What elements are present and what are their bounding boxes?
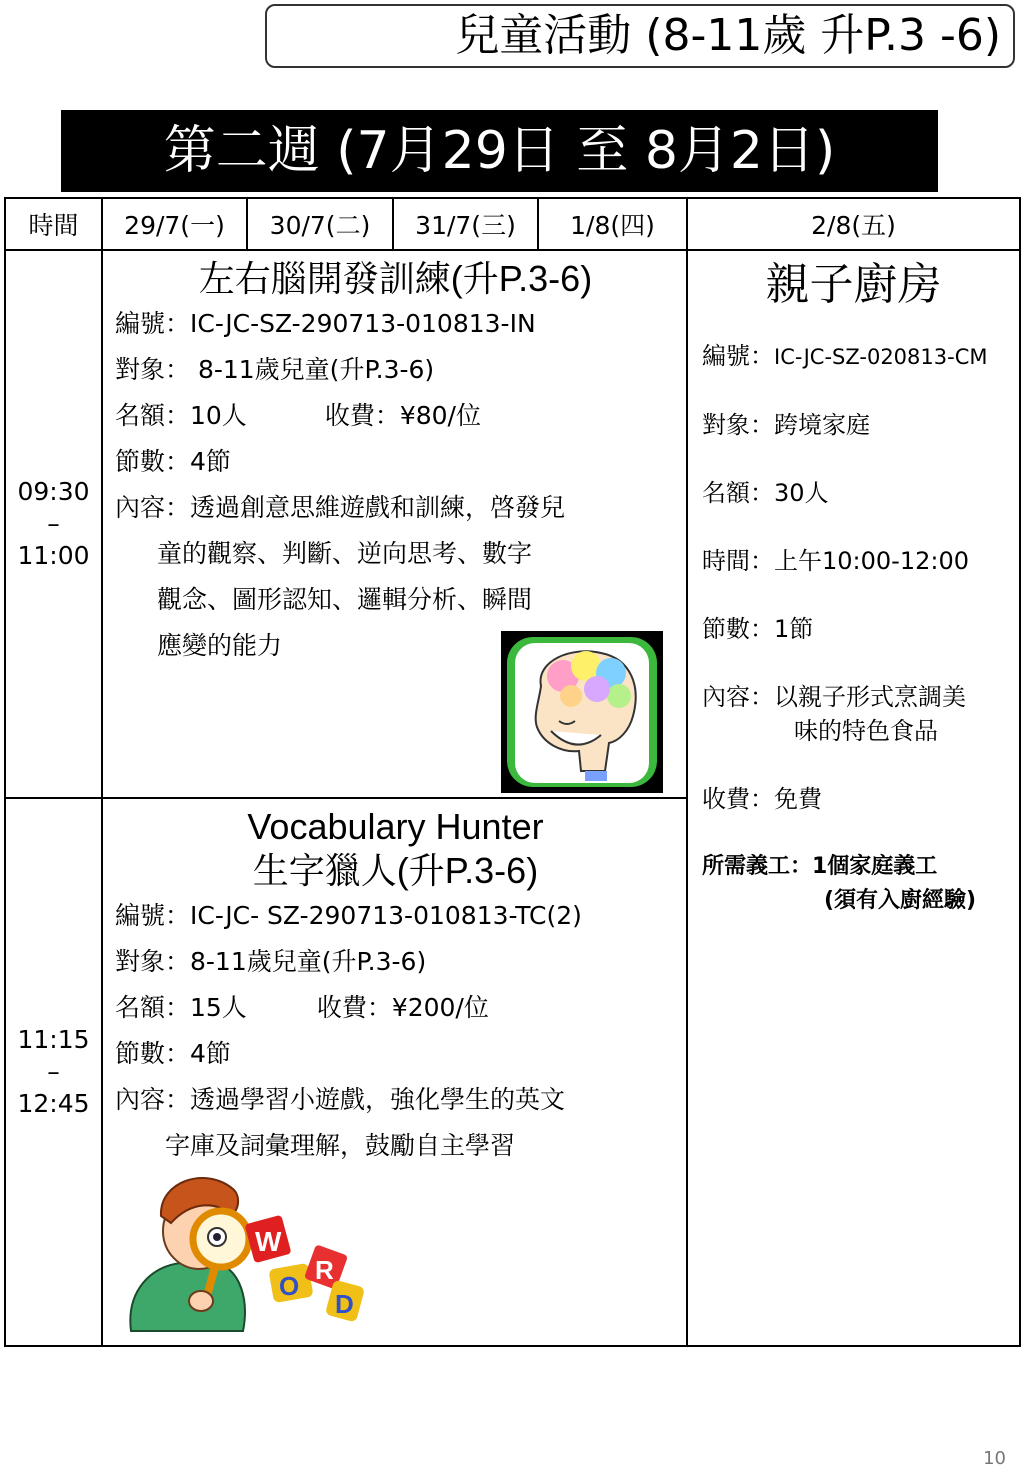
parent-content-1: 以親子形式烹調美	[774, 683, 966, 711]
activity-vocabulary-hunter	[102, 798, 687, 1346]
slot-row-1	[5, 250, 1020, 798]
schedule-table	[4, 197, 1021, 1347]
day-header: 1/8(四)	[538, 198, 687, 250]
activity-quota-fee	[115, 393, 676, 439]
week-banner-text: 第二週 (7月29日 至 8月2日)	[163, 121, 836, 181]
time-slot-2	[5, 798, 102, 1346]
page-number: 10	[983, 1448, 1006, 1469]
word-letter-r: R	[315, 1255, 334, 1285]
time-end: 12:45	[17, 1089, 90, 1118]
activity-content-line: 應變的能力	[157, 631, 283, 660]
activity-content-line: 童的觀察、判斷、逆向思考、數字	[157, 539, 533, 568]
parent-volunteer-note: (須有入廚經驗)	[824, 888, 977, 913]
parent-child-kitchen	[687, 250, 1020, 1346]
activity-title-en: Vocabulary Hunter	[247, 806, 544, 847]
friday-header: 2/8(五)	[687, 198, 1020, 250]
time-dash: –	[47, 509, 60, 538]
activity-title: 左右腦開發訓練(升P.3-6)	[198, 258, 593, 299]
activity-fee: 收費：¥80/位	[324, 401, 481, 430]
header-row	[5, 198, 1020, 250]
parent-code-value: IC-JC-SZ-020813-CM	[774, 345, 988, 369]
time-start: 11:15	[17, 1025, 90, 1054]
parent-time: 時間：上午10:00-12:00	[702, 547, 969, 575]
time-slot-1	[5, 250, 102, 798]
parent-code	[688, 339, 1019, 374]
parent-quota: 名額：30人	[702, 479, 829, 507]
activity-sessions: 節數：4節	[115, 447, 231, 476]
activity-code: 編號：IC-JC- SZ-290713-010813-TC(2)	[115, 901, 582, 930]
parent-content-label: 內容：	[702, 683, 774, 711]
activity-target: 對象：8-11歲兒童(升P.3-6)	[115, 947, 427, 976]
day-header: 29/7(一)	[102, 198, 247, 250]
activity-target: 對象： 8-11歲兒童(升P.3-6)	[115, 355, 435, 384]
parent-target: 對象：跨境家庭	[702, 411, 870, 439]
parent-content-2: 味的特色食品	[794, 717, 938, 745]
word-letter-o: O	[279, 1271, 300, 1301]
activity-quota: 名額：15人	[115, 993, 247, 1022]
parent-fee: 收費：免費	[702, 785, 822, 813]
parent-code-label: 編號：	[702, 342, 774, 370]
activity-title-zh: 生字獵人(升P.3-6)	[252, 850, 539, 891]
brain-cartoon-icon	[501, 631, 663, 793]
activity-content-line: 內容：透過學習小遊戲，強化學生的英文	[115, 1085, 566, 1114]
activity-quota: 名額：10人	[115, 401, 247, 430]
time-header: 時間	[5, 198, 102, 250]
week-banner	[61, 110, 938, 192]
activity-fee: 收費：¥200/位	[316, 993, 489, 1022]
word-letter-d: D	[335, 1289, 354, 1319]
activity-sessions: 節數：4節	[115, 1039, 231, 1068]
day-header: 31/7(三)	[393, 198, 538, 250]
parent-volunteer: 所需義工：1個家庭義工	[702, 854, 938, 879]
parent-content	[688, 680, 1019, 748]
activity-content-line: 字庫及詞彙理解，鼓勵自主學習	[165, 1131, 516, 1160]
activity-code: 編號：IC-JC-SZ-290713-010813-IN	[115, 309, 536, 338]
activity-brain-training	[102, 250, 687, 798]
boy-magnifier-word-icon	[121, 1171, 371, 1336]
time-dash: –	[47, 1057, 60, 1086]
parent-title: 親子廚房	[765, 259, 942, 310]
activity-content-line: 觀念、圖形認知、邏輯分析、瞬間	[157, 585, 533, 614]
time-end: 11:00	[17, 541, 90, 570]
parent-sessions: 節數：1節	[702, 615, 814, 643]
activity-content-line: 內容：透過創意思維遊戲和訓練，啓發兒	[115, 493, 566, 522]
activity-quota-fee	[115, 985, 676, 1031]
page-title: 兒童活動 (8-11歲 升P.3 -6)	[455, 10, 1001, 61]
time-start: 09:30	[17, 477, 90, 506]
day-header: 30/7(二)	[247, 198, 393, 250]
word-letter-w: W	[255, 1226, 282, 1257]
title-frame	[265, 4, 1015, 68]
